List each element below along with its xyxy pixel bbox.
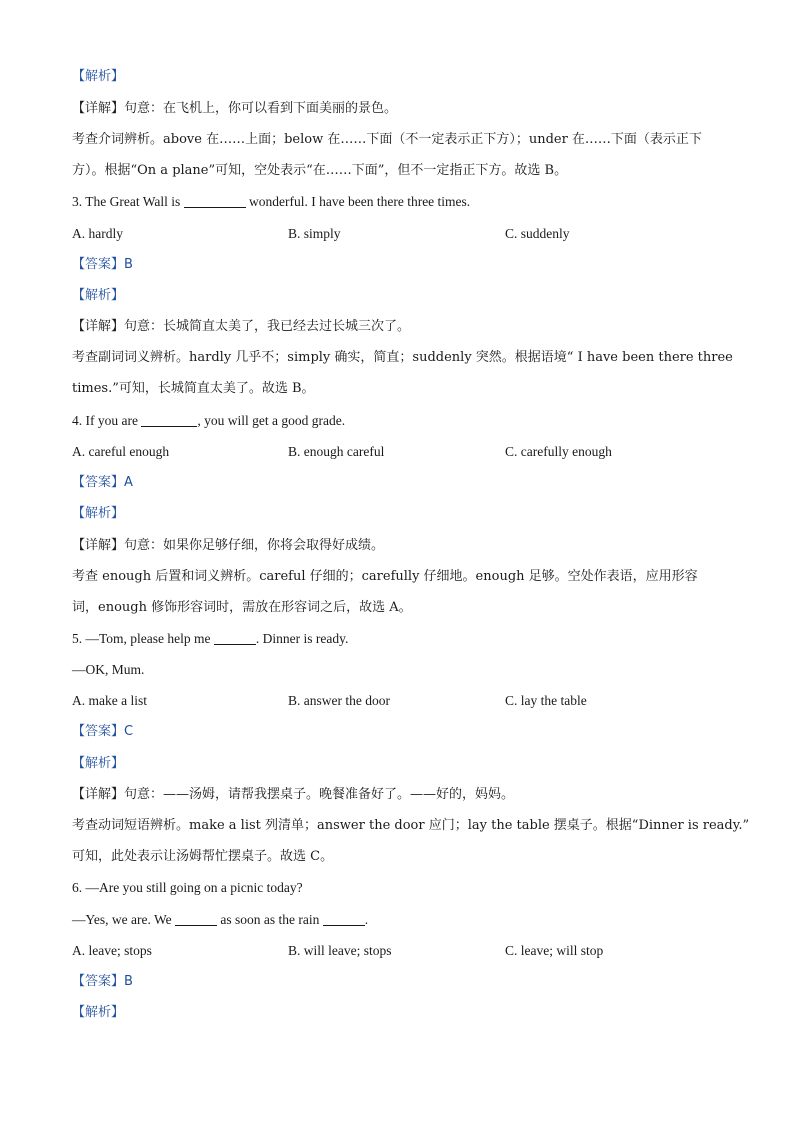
option-c: C. suddenly <box>505 226 570 241</box>
explanation-line: 方）。根据“On a plane”可知，空处表示“在……下面”，但不一定指正下方。故选 B。 <box>72 163 568 178</box>
detail-line: 【详解】句意：如果你足够仔细，你将会取得好成绩。 <box>72 538 385 553</box>
detail-line: 【详解】句意：——汤姆，请帮我摆桌子。晚餐准备好了。——好的，妈妈。 <box>72 787 515 802</box>
answer-tag: 【答案】C <box>72 724 134 739</box>
option-a: A. careful enough <box>72 444 170 459</box>
answer-blank <box>141 414 197 427</box>
answer-blank <box>214 632 256 645</box>
answer-tag: 【答案】B <box>72 257 133 272</box>
section-tag-analysis: 【解析】 <box>72 1005 125 1020</box>
explanation-line: times.”可知，长城简直太美了。故选 B。 <box>72 381 315 396</box>
answer-blank <box>323 913 365 926</box>
option-b: B. will leave; stops <box>288 943 392 958</box>
explanation-line: 可知，此处表示让汤姆帮忙摆桌子。故选 C。 <box>72 849 334 864</box>
question-6: 6. —Are you still going on a picnic today? <box>72 880 303 895</box>
dialogue-line: —OK, Mum. <box>72 662 145 677</box>
section-tag-analysis: 【解析】 <box>72 506 125 521</box>
answer-blank <box>175 913 217 926</box>
detail-line: 【详解】句意：长城简直太美了，我已经去过长城三次了。 <box>72 319 411 334</box>
option-a: A. make a list <box>72 693 147 708</box>
option-c: C. lay the table <box>505 693 587 708</box>
answer-blank <box>184 195 246 208</box>
question-4: 4. If you are , you will get a good grade. <box>72 413 346 428</box>
explanation-line: 词，enough 修饰形容词时，需放在形容词之后，故选 A。 <box>72 600 412 615</box>
option-c: C. leave; will stop <box>505 943 604 958</box>
explanation-line: 考查介词辨析。above 在……上面；below 在……下面（不一定表示正下方）；under 在……下面（表示正下 <box>72 132 702 147</box>
option-b: B. enough careful <box>288 444 385 459</box>
explanation-line: 考查动词短语辨析。make a list 列清单；answer the door 应门；lay the table 摆桌子。根据“Dinner is ready.” <box>72 818 750 833</box>
option-b: B. answer the door <box>288 693 390 708</box>
explanation-line: 考查副词词义辨析。hardly 几乎不；simply 确实，简直；suddenly 突然。根据语境“ I have been there three <box>72 350 733 365</box>
question-3: 3. The Great Wall is wonderful. I have been there three times. <box>72 194 471 209</box>
explanation-line: 考查 enough 后置和词义辨析。careful 仔细的；carefully 仔细地。enough 足够。空处作表语，应用形容 <box>72 569 698 584</box>
detail-line: 【详解】句意：在飞机上，你可以看到下面美丽的景色。 <box>72 101 398 116</box>
section-tag-analysis: 【解析】 <box>72 288 125 303</box>
option-c: C. carefully enough <box>505 444 612 459</box>
dialogue-line: —Yes, we are. We as soon as the rain . <box>72 912 369 927</box>
question-5: 5. —Tom, please help me . Dinner is ready. <box>72 631 349 646</box>
answer-tag: 【答案】A <box>72 475 133 490</box>
section-tag-analysis: 【解析】 <box>72 756 125 771</box>
option-a: A. hardly <box>72 226 123 241</box>
option-a: A. leave; stops <box>72 943 152 958</box>
section-tag-analysis: 【解析】 <box>72 69 125 84</box>
answer-tag: 【答案】B <box>72 974 133 989</box>
option-b: B. simply <box>288 226 341 241</box>
